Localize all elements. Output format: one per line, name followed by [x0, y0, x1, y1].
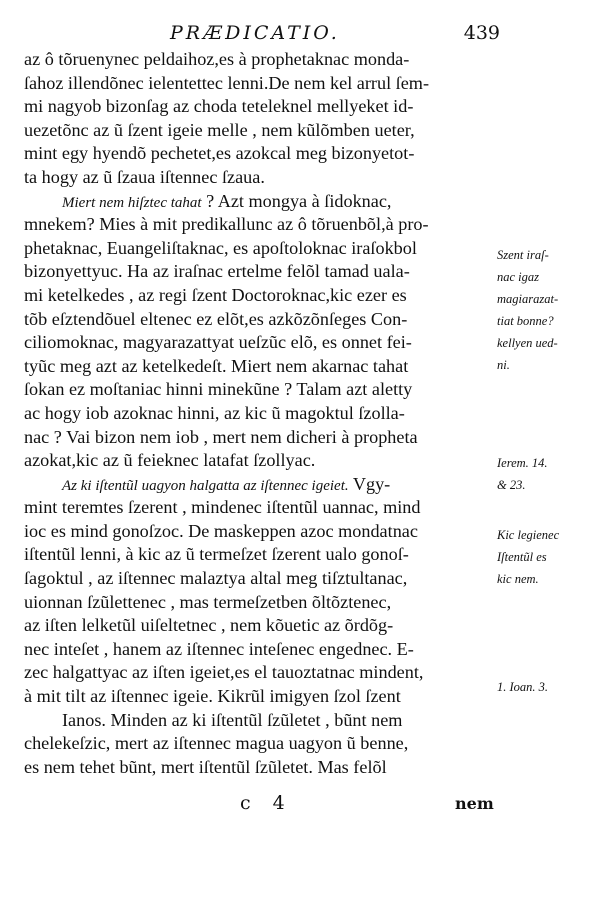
text-line: ta hogy az ũ ſzaua iſtennec ſzaua. — [24, 166, 265, 187]
signature-mark: c 4 — [240, 792, 293, 814]
text-line: mi ketelkedes , az regi ſzent Doctoroknac,kic ezer es — [24, 284, 407, 305]
text-line: tõb eſztendõuel eltenec ez elõt,es azkõzõnſeges Con- — [24, 308, 408, 329]
margin-note-line: nac igaz — [497, 270, 540, 284]
text-line: es nem tehet bũnt, mert iſtentũl ſzũletet. Mas felõl — [24, 756, 387, 777]
text-line: Az ki iſtentũl uagyon halgatta az iſtennec igeiet. Vgy- — [62, 473, 391, 494]
text-line: bizonyettyuc. Ha az iraſnac ertelme felõl tamad uala- — [24, 261, 410, 282]
text-line: mint teremtes ſzerent , mindenec iſtentũl uannac, mind — [24, 497, 421, 518]
margin-note-line: Ierem. 14. — [497, 456, 548, 470]
text-line: Ianos. Minden az ki iſtentũl ſzũletet , bũnt nem — [62, 709, 403, 730]
margin-note-line: kellyen ued- — [497, 336, 558, 350]
page-footer — [0, 792, 593, 820]
margin-note-line: Kic legienec — [497, 528, 560, 542]
margin-note-line: kic nem. — [497, 572, 539, 586]
text-line: az ô tõruenynec peldaihoz,es à prophetaknac monda- — [24, 49, 410, 69]
margin-note-line: ni. — [497, 358, 510, 372]
margin-note-scripture-interpretation — [497, 244, 587, 376]
text-line: nec inteſet , hanem az iſtennec inteſenec engednec. E- — [24, 638, 414, 659]
text-line: ſagoktul , az iſtennec malaztya altal meg tiſztultanac, — [24, 568, 408, 589]
margin-note-john — [497, 676, 587, 698]
text-line: az iſten lelketũl uiſeltetnec , nem kõuetic az õrdõg- — [24, 615, 394, 636]
text-line: ciliomoknac, magyarazattyat ueſzũc elõ, es onnet fei- — [24, 332, 412, 353]
italic-phrase: Miert nem hiſztec tahat — [62, 194, 202, 211]
italic-phrase: Az ki iſtentũl uagyon halgatta az iſtennec igeiet. — [62, 477, 349, 494]
text-line: chelekeſzic, mert az iſtennec magua uagyon ũ benne, — [24, 733, 409, 754]
text-line: zec halgattyac az iſten igeiet,es el tauoztatnac mindent, — [24, 662, 424, 683]
body-text — [24, 48, 494, 779]
margin-note-line: magiarazat- — [497, 292, 559, 306]
text-line: nac ? Vai bizon nem iob , mert nem dicheri à propheta — [24, 426, 418, 447]
margin-note-line: Iſtentũl es — [497, 550, 547, 564]
text-line: phetaknac, Euangeliſtaknac, es apoſtoloknac iraſokbol — [24, 237, 417, 258]
text-line: ioc es mind gonoſzoc. De maskeppen azoc mondatnac — [24, 520, 418, 541]
text-line: mi nagyob bizonſag az choda teteleknel mellyeket id- — [24, 96, 414, 117]
text-line: ſokan ez moſtaniac hinni minekũne ? Talam azt aletty — [24, 379, 413, 400]
text-line: uionnan ſzũlettenec , mas termeſzetben õltõztenec, — [24, 591, 392, 612]
text-line: ſahoz illendõnec ielentettec lenni.De nem kel arrul ſem- — [24, 72, 430, 93]
margin-note-line: & 23. — [497, 478, 526, 492]
margin-note-line: 1. Ioan. 3. — [497, 680, 549, 694]
margin-note-line: Szent iraſ- — [497, 248, 549, 262]
text-line: azokat,kic az ũ feieknec latafat ſzollyac. — [24, 450, 316, 471]
catchword: nem — [455, 794, 494, 813]
text-line: mint egy hyendõ pechetet,es azokcal meg bizonyetot- — [24, 143, 415, 164]
page-header — [170, 22, 500, 48]
text-line: uezetõnc az ũ ſzent igeie melle , nem kũlõmben ueter, — [24, 119, 415, 140]
page-number: 439 — [463, 22, 500, 44]
margin-note-line: tiat bonne? — [497, 314, 554, 328]
margin-note-of-god — [497, 524, 587, 590]
text-line: ac hogy iob azoknac hinni, az kic ũ magoktul ſzolla- — [24, 402, 405, 423]
text-line: mnekem? Mies à mit predikallunc az ô tõruenbõl,à pro- — [24, 214, 429, 235]
running-title: PRÆDICATIO. — [170, 22, 340, 44]
margin-note-jeremiah — [497, 452, 587, 496]
text-line: iſtentũl lenni, à kic az ũ termeſzet ſzerent ualo gonoſ- — [24, 544, 409, 565]
text-line: à mit tilt az iſtennec igeie. Kikrũl imigyen ſzol ſzent — [24, 686, 401, 707]
text-line: Miert nem hiſztec tahat ? Azt mongya à ſidoknac, — [62, 190, 392, 211]
text-line: tyũc meg azt az ketelkedeſt. Miert nem akarnac tahat — [24, 355, 409, 376]
